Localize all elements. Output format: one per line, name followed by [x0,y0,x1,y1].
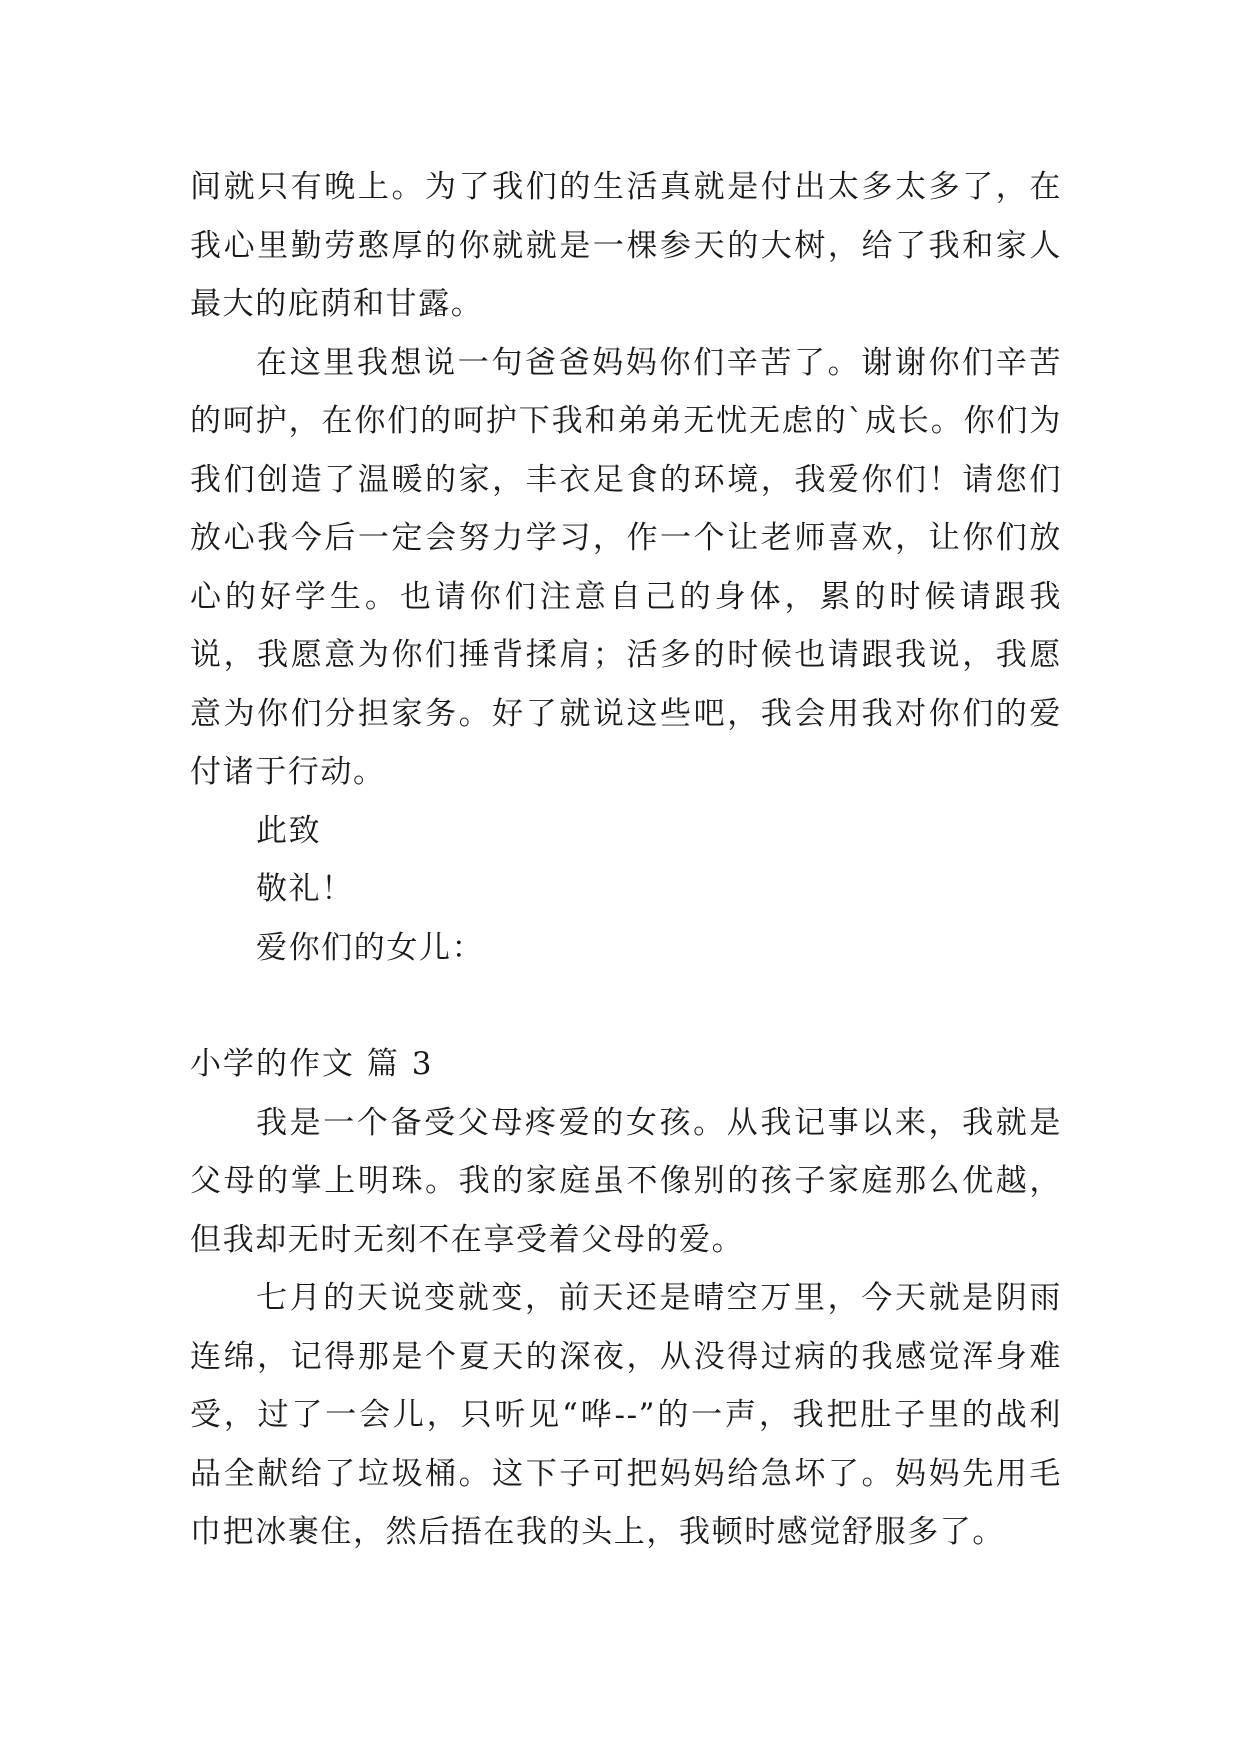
paragraph-story: 七月的天说变就变，前天还是晴空万里，今天就是阴雨连绵，记得那是个夏天的深夜，从没得过病的我感觉浑身难受，过了一会儿，只听见“哗--”的一声，我把肚子里的战利品全献给了垃圾桶。这下子可把妈妈给急坏了。妈妈先用毛巾把冰裹住，然后捂在我的头上，我顿时感觉舒服多了。 [190,1280,1062,1550]
paragraph-thanks: 在这里我想说一句爸爸妈妈你们辛苦了。谢谢你们辛苦的呵护，在你们的呵护下我和弟弟无忧无虑的`成长。你们为我们创造了温暖的家，丰衣足食的环境，我爱你们！请您们放心我今后一定会努力学习，作一个让老师喜欢，让你们放心的好学生。也请你们注意自己的身体，累的时候请跟我说，我愿意为你们捶背揉肩；活多的时候也请跟我说，我愿意为你们分担家务。好了就说这些吧，我会用我对你们的爱付诸于行动。 [190,344,1062,790]
closing-salutation: 此致 [256,812,322,849]
closing-regards: 敬礼！ [256,871,354,907]
section-spacer [190,977,1062,1035]
signature-line: 爱你们的女儿： [256,929,485,966]
paragraph-continued: 间就只有晚上。为了我们的生活真就是付出太多太多了，在我心里勤劳憨厚的你就就是一棵参天的大树，给了我和家人最大的庇荫和甘露。 [190,169,1062,322]
paragraph-intro: 我是一个备受父母疼爱的女孩。从我记事以来，我就是父母的掌上明珠。我的家庭虽不像别的孩子家庭那么优越，但我却无时无刻不在享受着父母的爱。 [190,1104,1062,1258]
section-heading: 小学的作文 篇 3 [190,1046,434,1082]
document-body [190,158,1062,1562]
